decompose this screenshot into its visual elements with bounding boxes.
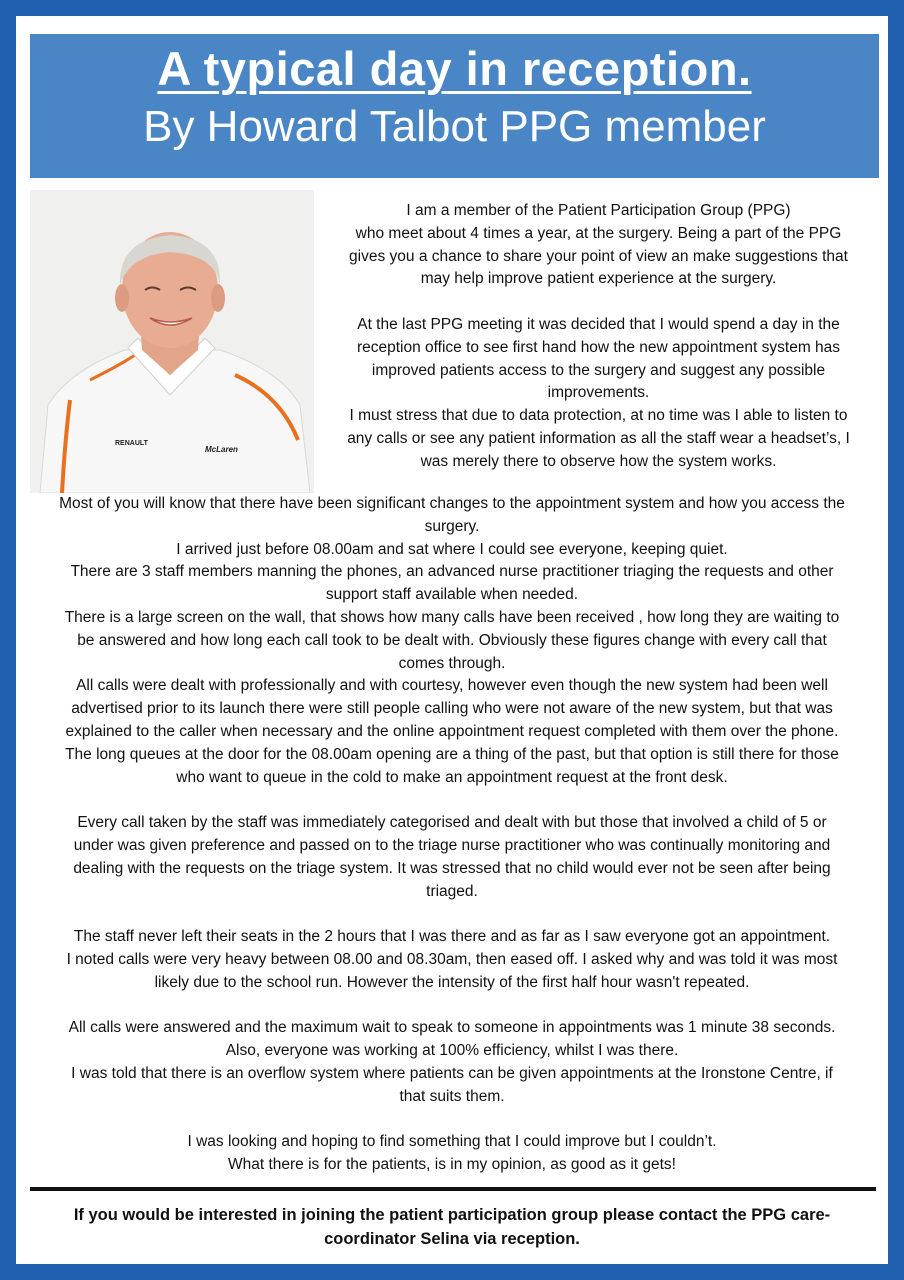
body-line: that suits them. [399,1087,505,1105]
intro-line: any calls or see any patient information as all the staff wear a headset’s, I [347,429,850,447]
footer-divider [30,1187,876,1191]
body-line: There is a large screen on the wall, that shows how many calls have been received , how long they are waiting to [64,608,840,626]
body-line: All calls were answered and the maximum wait to speak to someone in appointments was 1 minute 38 seconds. [68,1019,836,1037]
mclaren-logo: McLaren [205,445,238,454]
intro-line: I am a member of the Patient Participation Group (PPG) [406,202,791,219]
body-line: What there is for the patients, is in my opinion, as good as it gets! [227,1156,676,1174]
body-line: Every call taken by the staff was immediately categorised and dealt with but those that involved a child of 5 or [77,814,827,832]
body-line: likely due to the school run. However the intensity of the first half hour wasn't repeated. [154,973,750,991]
intro-line: At the last PPG meeting it was decided that I would spend a day in the [357,315,840,333]
intro-line: I must stress that due to data protection, at no time was I able to listen to [349,407,848,425]
body-line: I arrived just before 08.00am and sat where I could see everyone, keeping quiet. [176,540,728,558]
intro-line: improved patients access to the surgery and suggest any possible [371,361,826,379]
footer-line: coordinator Selina via reception. [324,1230,580,1248]
page-frame [16,16,888,1264]
body-line: be answered and how long each call took to be dealt with. Obviously these figures change with every call that [77,631,827,649]
body-line: comes through. [398,654,506,672]
author-photo [30,190,314,493]
body-line: under was given preference and passed on to the triage nurse practitioner who was continually monitoring and [73,836,831,854]
body-line: I was told that there is an overflow system where patients can be given appointments at the Ironstone Centre, if [71,1064,833,1082]
body-line: surgery. [424,517,480,535]
intro-line: reception office to see first hand how the new appointment system has [356,338,841,356]
body-line: The long queues at the door for the 08.00am opening are a thing of the past, but that option is still there for those [65,745,839,763]
page-title: A typical day in reception. [157,42,752,95]
footer-contact [22,1203,882,1251]
body-line: I noted calls were very heavy between 08.00 and 08.30am, then eased off. I asked why and was told it was most [66,950,838,968]
intro-text [321,200,876,474]
body-line: Also, everyone was working at 100% efficiency, whilst I was there. [225,1042,679,1060]
intro-line: may help improve patient experience at the surgery. [420,270,777,288]
body-line: dealing with the requests on the triage system. It was stressed that no child would ever not be seen after being [73,859,831,877]
body-line: All calls were dealt with professionally and with courtesy, however even though the new system had been well [76,677,828,695]
footer-line: If you would be interested in joining the patient participation group please contact the PPG care- [73,1206,831,1224]
body-line: I was looking and hoping to find something that I could improve but I couldn’t. [187,1133,717,1151]
intro-line: improvements. [547,384,650,402]
body-line: The staff never left their seats in the 2 hours that I was there and as far as I saw everyone got an appointment. [73,928,831,946]
title-banner [30,34,879,178]
body-line: Most of you will know that there have been significant changes to the appointment system and how you access the [59,495,845,512]
intro-line: who meet about 4 times a year, at the surgery. Being a part of the PPG [355,224,842,242]
page-subtitle: By Howard Talbot PPG member [143,102,766,151]
body-line: explained to the caller when necessary and the online appointment request completed with them over the phone. [65,722,839,740]
renault-logo: RENAULT [115,440,148,447]
body-line: who want to queue in the cold to make an appointment request at the front desk. [176,768,728,786]
body-line: support staff available when needed. [325,586,579,604]
body-line: There are 3 staff members manning the phones, an advanced nurse practitioner triaging the requests and other [70,563,834,581]
article-body [22,493,882,1177]
body-line: advertised prior to its launch there were still people calling who were not aware of the new system, but that was [71,700,833,718]
intro-line: was merely there to observe how the system works. [420,452,777,470]
intro-line: gives you a chance to share your point of view an make suggestions that [349,247,848,265]
body-line: triaged. [426,882,478,900]
